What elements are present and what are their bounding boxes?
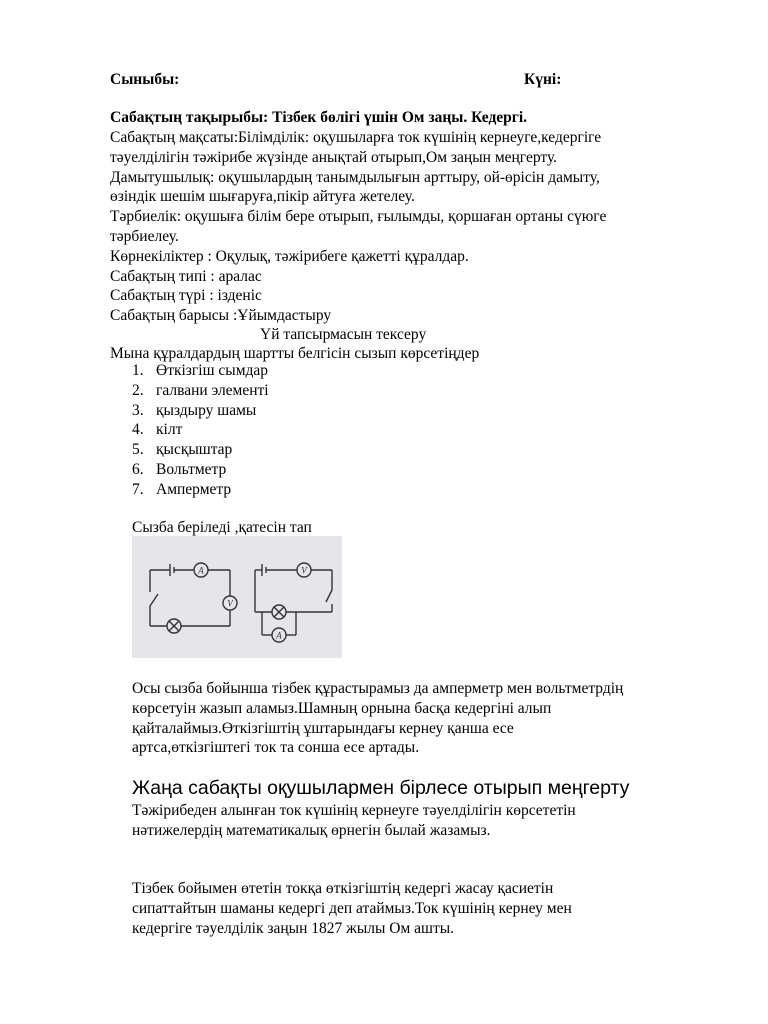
paragraph-line: кедергіге тәуелділік заңын 1827 жылы Ом ашты. — [132, 919, 455, 937]
new-topic-paragraph — [132, 801, 732, 841]
goal-line: Сабақтың барысы :Ұйымдастыру — [110, 307, 332, 325]
list-item: 5. қысқыштар — [132, 441, 233, 459]
list-item: 1. Өткізгіш сымдар — [132, 362, 269, 379]
goal-line: Сабақтың типі : аралас — [110, 267, 262, 285]
diagram-caption: Сызба беріледі ,қатесін тап — [132, 519, 312, 536]
list-item: 7. Амперметр — [132, 480, 232, 498]
list-item: 6. Вольтметр — [132, 460, 227, 478]
list-item: 4. кілт — [132, 421, 183, 439]
ammeter-symbol-right: A — [276, 630, 282, 641]
list-item: 3. қыздыру шамы — [132, 401, 257, 419]
paragraph-line: Осы сызба бойынша тізбек құрастырамыз да амперметр мен вольтметрдің — [132, 680, 624, 697]
date-label: Күні: — [524, 71, 562, 88]
paragraph-line: Тізбек бойымен өтетін токқа өткізгіштің кедергі жасау қасиетін — [132, 880, 554, 897]
goal-line: тәрбиелеу. — [110, 227, 179, 245]
paragraph-line: нәтижелердің математикалық өрнегін былай жазамыз. — [132, 821, 491, 839]
goal-line: Дамытушылық: оқушылардың танымдылығын арттыру, ой-өрісін дамыту, — [110, 168, 600, 186]
goal-line: Сабақтың түрі : ізденіс — [110, 287, 262, 305]
ammeter-symbol-left: A — [198, 565, 204, 576]
voltmeter-symbol-right: V — [301, 565, 307, 576]
instrument-list — [132, 361, 269, 500]
class-label: Сыныбы: — [110, 71, 180, 88]
goal-line: Сабақтың мақсаты:Білімділік: оқушыларға ток күшінің кернеуге,кедергіге — [110, 129, 602, 146]
assembly-paragraph — [132, 679, 732, 758]
paragraph-line: артса,өткізгіштегі ток та сонша есе артады. — [132, 739, 420, 757]
paragraph-line: сипаттайтын шаманы кедергі деп атаймыз.Ток күшінің кернеу мен — [132, 899, 572, 917]
left-circuit — [150, 563, 237, 633]
goal-line: Тәрбиелік: оқушыға білім бере отырып, ғылымды, қоршаған ортаны сүюге — [110, 208, 607, 226]
task-intro: Мына құралдардың шартты белгісін сызып көрсетіңдер — [110, 345, 480, 362]
lesson-goals — [110, 128, 710, 326]
paragraph-line: қайталаймыз.Өткізгіштің ұштарындағы кернеу қанша есе — [132, 719, 514, 737]
resistance-paragraph — [132, 879, 732, 938]
right-circuit — [255, 563, 332, 642]
homework-check: Үй тапсырмасын тексеру — [260, 326, 427, 343]
voltmeter-symbol-left: V — [227, 598, 233, 609]
goal-line: өзіндік шешім шығаруға,пікір айтуға жетелеу. — [110, 188, 415, 206]
list-item: 2. галвани элементі — [132, 381, 269, 399]
new-topic-heading: Жаңа сабақты оқушылармен бірлесе отырып меңгерту — [132, 777, 630, 799]
paragraph-line: Тәжірибеден алынған ток күшінің кернеуге тәуелділігін көрсететін — [132, 802, 576, 819]
lesson-topic: Сабақтың тақырыбы: Тізбек бөлігі үшін Ом заңы. Кедергі. — [110, 109, 528, 126]
goal-line: Көрнекіліктер : Оқулық, тәжірибеге қажетті құралдар. — [110, 247, 469, 265]
paragraph-line: көрсетуін жазып аламыз.Шамның орнына басқа кедергіні алып — [132, 699, 552, 717]
circuit-diagram-image — [132, 536, 342, 658]
goal-line: тәуелділігін тәжірибе жүзінде анықтай отырып,Ом заңын меңгерту. — [110, 148, 558, 166]
